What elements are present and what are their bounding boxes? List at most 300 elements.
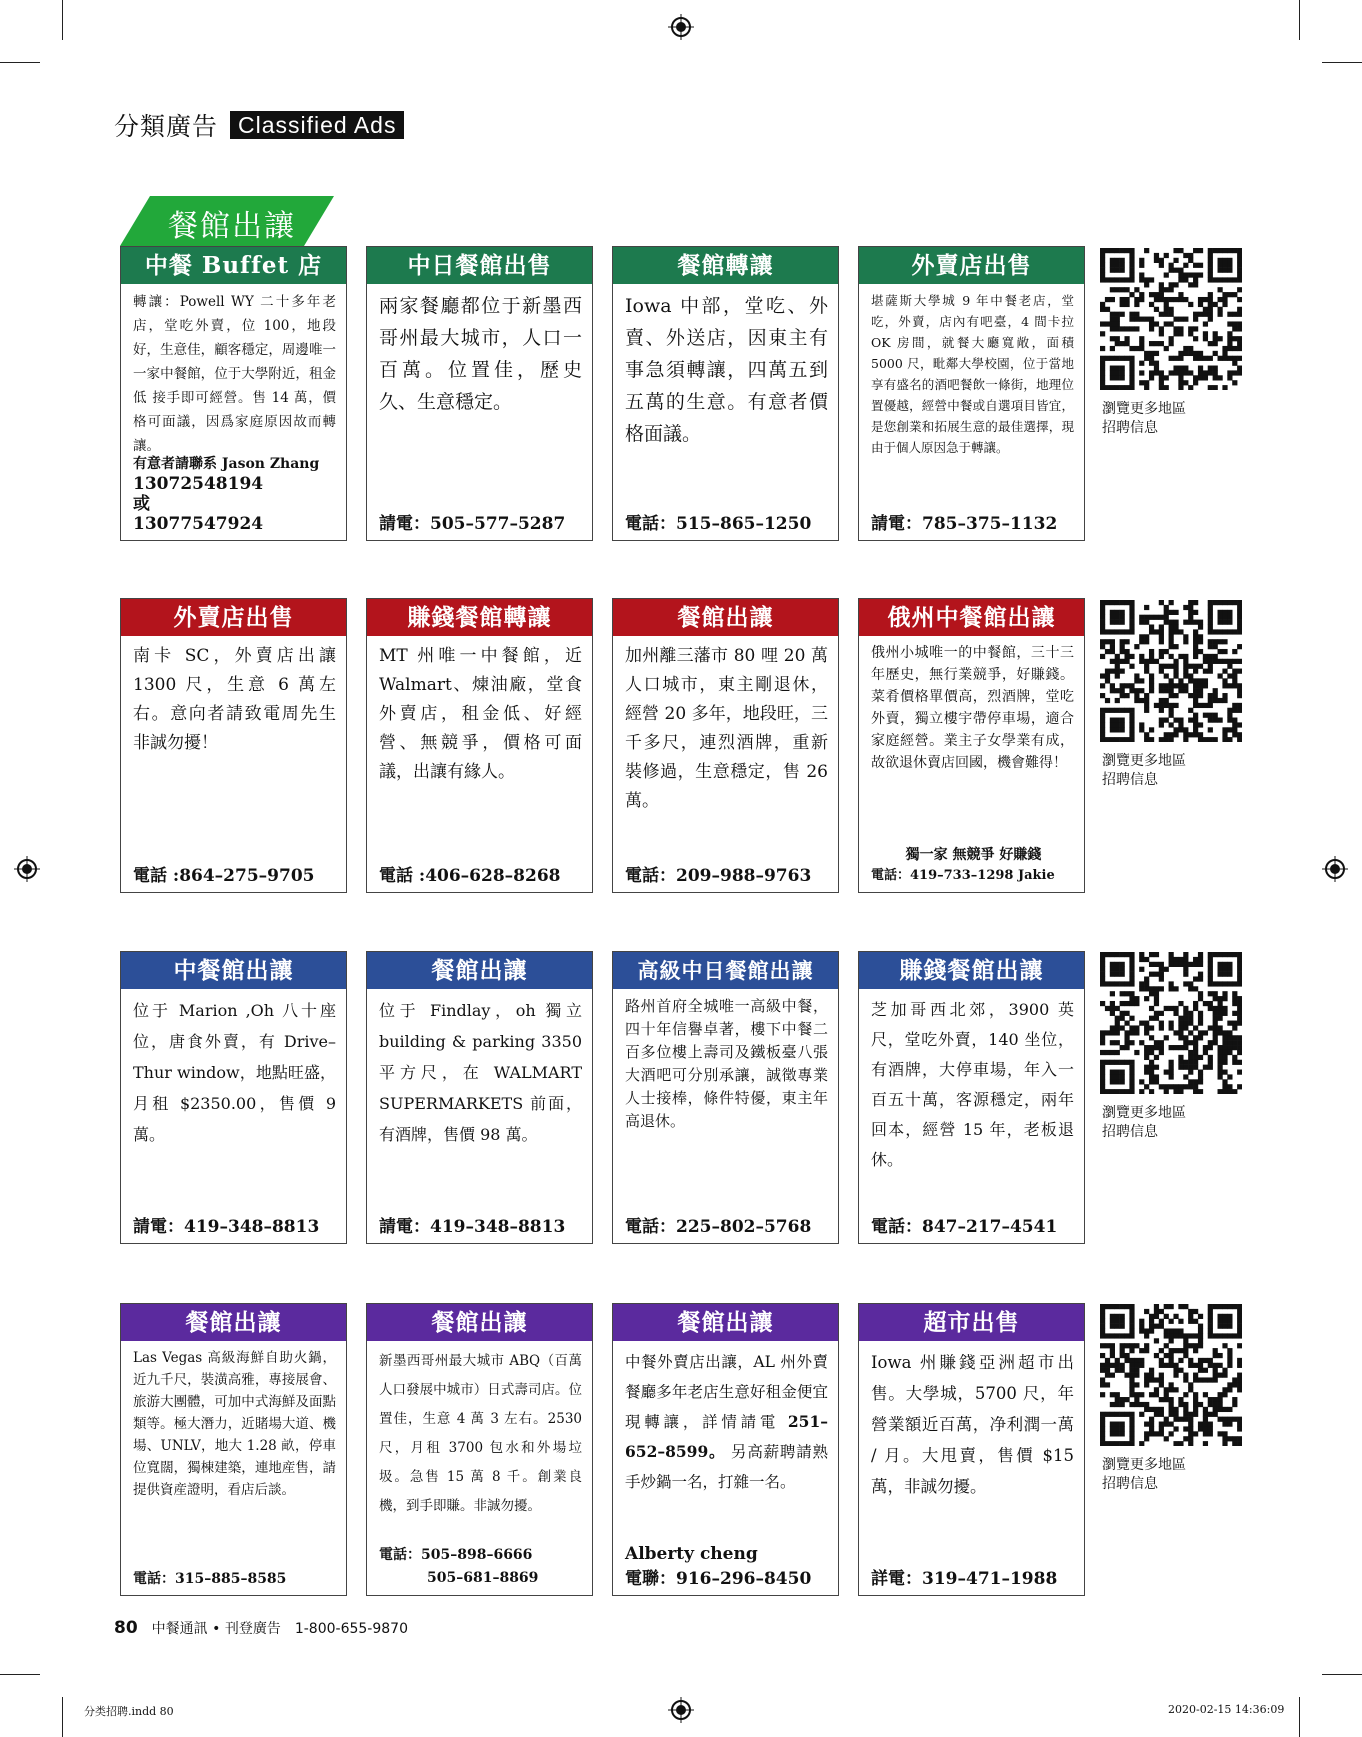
qr-module xyxy=(1208,615,1213,620)
qr-module xyxy=(1144,1055,1149,1060)
qr-module xyxy=(1164,287,1169,292)
qr-module xyxy=(1173,610,1178,615)
qr-module xyxy=(1169,629,1174,634)
qr-module xyxy=(1164,1089,1169,1094)
qr-module xyxy=(1100,957,1105,962)
qr-module xyxy=(1213,981,1218,986)
qr-module xyxy=(1144,1333,1149,1338)
qr-module xyxy=(1144,1422,1149,1427)
qr-module xyxy=(1110,952,1115,957)
qr-module xyxy=(1139,1363,1144,1368)
qr-block xyxy=(1100,248,1242,438)
qr-module xyxy=(1222,258,1227,263)
qr-module xyxy=(1188,1011,1193,1016)
ad-body: 俄州小城唯一的中餐館，三十三年歷史，無行業競爭，好賺錢。菜肴價格單價高，烈酒牌，堂吃外賣，獨立樓宇帶停車場，適合家庭經營。業主子女學業有成，故欲退休賣店回國，機會難得！ xyxy=(871,645,1074,771)
qr-module xyxy=(1159,263,1164,268)
qr-module xyxy=(1218,1089,1223,1094)
qr-module xyxy=(1232,361,1237,366)
qr-module xyxy=(1154,370,1159,375)
qr-module xyxy=(1124,1001,1129,1006)
qr-module xyxy=(1193,654,1198,659)
qr-module xyxy=(1129,326,1134,331)
qr-module xyxy=(1227,356,1232,361)
qr-module xyxy=(1232,336,1237,341)
qr-module xyxy=(1232,996,1237,1001)
qr-module xyxy=(1178,683,1183,688)
qr-module xyxy=(1222,693,1227,698)
qr-module xyxy=(1218,1431,1223,1436)
qr-module xyxy=(1129,1084,1134,1089)
ad-contact: 電話 :406–628–8268 xyxy=(379,866,561,886)
qr-module xyxy=(1227,610,1232,615)
qr-module xyxy=(1213,718,1218,723)
qr-module xyxy=(1198,1422,1203,1427)
qr-module xyxy=(1232,346,1237,351)
qr-module xyxy=(1100,375,1105,380)
qr-module xyxy=(1134,1363,1139,1368)
qr-module xyxy=(1213,654,1218,659)
qr-module xyxy=(1159,1358,1164,1363)
qr-module xyxy=(1213,351,1218,356)
qr-module xyxy=(1222,639,1227,644)
qr-module xyxy=(1164,737,1169,742)
ad-contact: 電話：225–802–5768 xyxy=(625,1217,812,1237)
qr-module xyxy=(1183,263,1188,268)
qr-module xyxy=(1193,1055,1198,1060)
qr-module xyxy=(1169,307,1174,312)
qr-module xyxy=(1159,600,1164,605)
qr-module xyxy=(1120,297,1125,302)
qr-module xyxy=(1193,248,1198,253)
qr-module xyxy=(1237,624,1242,629)
qr-module xyxy=(1115,673,1120,678)
qr-module xyxy=(1208,307,1213,312)
qr-module xyxy=(1129,366,1134,371)
qr-module xyxy=(1129,1314,1134,1319)
qr-module xyxy=(1120,639,1125,644)
qr-module xyxy=(1115,1368,1120,1373)
qr-module xyxy=(1222,1050,1227,1055)
qr-module xyxy=(1232,1397,1237,1402)
qr-module xyxy=(1129,1377,1134,1382)
qr-module xyxy=(1115,1074,1120,1079)
qr-module xyxy=(1110,1412,1115,1417)
qr-module xyxy=(1227,375,1232,380)
qr-module xyxy=(1110,718,1115,723)
qr-module xyxy=(1129,1426,1134,1431)
qr-module xyxy=(1227,1348,1232,1353)
qr-module xyxy=(1100,1436,1105,1441)
qr-module xyxy=(1139,1348,1144,1353)
qr-module xyxy=(1159,370,1164,375)
qr-module xyxy=(1110,317,1115,322)
qr-module xyxy=(1198,737,1203,742)
qr-module xyxy=(1173,693,1178,698)
qr-module xyxy=(1110,1074,1115,1079)
qr-module xyxy=(1144,277,1149,282)
qr-block xyxy=(1100,952,1242,1142)
qr-module xyxy=(1110,1402,1115,1407)
qr-module xyxy=(1222,669,1227,674)
qr-module xyxy=(1105,1343,1110,1348)
qr-module xyxy=(1218,718,1223,723)
qr-module xyxy=(1129,654,1134,659)
qr-module xyxy=(1232,722,1237,727)
qr-module xyxy=(1115,1016,1120,1021)
qr-module xyxy=(1213,600,1218,605)
qr-module xyxy=(1232,321,1237,326)
qr-module xyxy=(1159,718,1164,723)
qr-module xyxy=(1232,981,1237,986)
qr-module xyxy=(1178,1333,1183,1338)
qr-module xyxy=(1139,1089,1144,1094)
qr-module xyxy=(1100,366,1105,371)
qr-module xyxy=(1100,1040,1105,1045)
qr-module xyxy=(1203,1358,1208,1363)
qr-module xyxy=(1227,346,1232,351)
qr-module xyxy=(1120,1397,1125,1402)
qr-module xyxy=(1193,718,1198,723)
qr-module xyxy=(1159,1397,1164,1402)
qr-module xyxy=(1218,258,1223,263)
qr-module xyxy=(1159,615,1164,620)
qr-module xyxy=(1115,1025,1120,1030)
qr-module xyxy=(1115,1089,1120,1094)
qr-module xyxy=(1208,624,1213,629)
qr-module xyxy=(1237,268,1242,273)
qr-module xyxy=(1120,718,1125,723)
qr-module xyxy=(1129,361,1134,366)
qr-module xyxy=(1193,644,1198,649)
qr-module xyxy=(1208,976,1213,981)
qr-module xyxy=(1208,268,1213,273)
qr-module xyxy=(1110,1422,1115,1427)
qr-module xyxy=(1232,380,1237,385)
qr-module xyxy=(1193,282,1198,287)
qr-module xyxy=(1115,366,1120,371)
qr-module xyxy=(1208,1431,1213,1436)
qr-module xyxy=(1237,1050,1242,1055)
qr-module xyxy=(1115,722,1120,727)
qr-module xyxy=(1124,1412,1129,1417)
qr-module xyxy=(1232,1021,1237,1026)
qr-module xyxy=(1134,673,1139,678)
qr-module xyxy=(1115,620,1120,625)
qr-module xyxy=(1237,1422,1242,1427)
ad-title: 餐館轉讓 xyxy=(613,247,838,284)
qr-module xyxy=(1100,253,1105,258)
qr-module xyxy=(1124,737,1129,742)
ad-body: 位于 Marion ,Oh 八十座位，唐食外賣，有 Drive–Thur window，地點旺盛，月租 $2350.00，售價 9 萬。 xyxy=(133,1001,336,1144)
qr-module xyxy=(1213,277,1218,282)
qr-module xyxy=(1203,1377,1208,1382)
qr-module xyxy=(1149,678,1154,683)
qr-module xyxy=(1178,1055,1183,1060)
qr-module xyxy=(1232,1011,1237,1016)
qr-module xyxy=(1222,678,1227,683)
qr-code-icon xyxy=(1100,600,1242,742)
qr-module xyxy=(1100,644,1105,649)
qr-module xyxy=(1115,321,1120,326)
ad-extra: Alberty cheng xyxy=(625,1544,758,1564)
qr-module xyxy=(1183,277,1188,282)
qr-module xyxy=(1154,1001,1159,1006)
qr-module xyxy=(1134,1001,1139,1006)
qr-module xyxy=(1218,620,1223,625)
qr-module xyxy=(1173,1328,1178,1333)
qr-module xyxy=(1193,312,1198,317)
qr-module xyxy=(1100,624,1105,629)
qr-module xyxy=(1213,1373,1218,1378)
qr-module xyxy=(1169,1304,1174,1309)
qr-module xyxy=(1203,678,1208,683)
qr-module xyxy=(1169,1025,1174,1030)
qr-module xyxy=(1227,1035,1232,1040)
qr-module xyxy=(1110,1070,1115,1075)
qr-module xyxy=(1237,366,1242,371)
qr-module xyxy=(1232,292,1237,297)
qr-module xyxy=(1129,1328,1134,1333)
qr-module xyxy=(1227,1030,1232,1035)
qr-module xyxy=(1100,673,1105,678)
qr-module xyxy=(1154,366,1159,371)
qr-module xyxy=(1198,1377,1203,1382)
qr-module xyxy=(1110,688,1115,693)
qr-module xyxy=(1105,678,1110,683)
qr-module xyxy=(1208,1324,1213,1329)
qr-module xyxy=(1237,703,1242,708)
qr-module xyxy=(1164,1363,1169,1368)
qr-module xyxy=(1237,1373,1242,1378)
qr-module xyxy=(1227,312,1232,317)
qr-module xyxy=(1188,1021,1193,1026)
qr-module xyxy=(1188,1431,1193,1436)
qr-module xyxy=(1218,1407,1223,1412)
qr-module xyxy=(1169,600,1174,605)
qr-module xyxy=(1124,1373,1129,1378)
qr-module xyxy=(1120,649,1125,654)
qr-module xyxy=(1129,1436,1134,1441)
qr-module xyxy=(1218,1363,1223,1368)
qr-module xyxy=(1134,1358,1139,1363)
qr-module xyxy=(1129,356,1134,361)
qr-module xyxy=(1124,1011,1129,1016)
qr-module xyxy=(1124,341,1129,346)
qr-module xyxy=(1173,1426,1178,1431)
qr-module xyxy=(1183,1412,1188,1417)
qr-module xyxy=(1169,1387,1174,1392)
ad-contact: 請電：419–348–8813 xyxy=(133,1217,320,1237)
qr-module xyxy=(1208,1304,1213,1309)
qr-module xyxy=(1227,981,1232,986)
qr-module xyxy=(1100,708,1105,713)
qr-module xyxy=(1208,639,1213,644)
qr-module xyxy=(1203,1030,1208,1035)
qr-module xyxy=(1110,297,1115,302)
qr-module xyxy=(1222,1035,1227,1040)
qr-module xyxy=(1193,1001,1198,1006)
ad-body: MT 州唯一中餐館，近 Walmart、煉油廠，堂食外賣店，租金低、好經營、無競爭，價格可面議，出讓有緣人。 xyxy=(379,646,582,782)
qr-module xyxy=(1173,370,1178,375)
qr-module xyxy=(1129,1060,1134,1065)
qr-module xyxy=(1198,972,1203,977)
qr-module xyxy=(1218,1006,1223,1011)
qr-module xyxy=(1139,654,1144,659)
qr-module xyxy=(1173,326,1178,331)
qr-module xyxy=(1183,1392,1188,1397)
qr-module xyxy=(1129,727,1134,732)
qr-module xyxy=(1198,272,1203,277)
qr-module xyxy=(1115,737,1120,742)
qr-module xyxy=(1120,1348,1125,1353)
qr-module xyxy=(1149,1426,1154,1431)
qr-module xyxy=(1100,981,1105,986)
qr-module xyxy=(1237,1021,1242,1026)
qr-module xyxy=(1164,610,1169,615)
qr-module xyxy=(1232,277,1237,282)
qr-caption-line: 招聘信息 xyxy=(1102,772,1158,788)
qr-module xyxy=(1100,718,1105,723)
qr-module xyxy=(1164,1006,1169,1011)
qr-module xyxy=(1100,268,1105,273)
qr-module xyxy=(1222,1368,1227,1373)
qr-module xyxy=(1193,634,1198,639)
qr-module xyxy=(1129,263,1134,268)
qr-module xyxy=(1237,620,1242,625)
qr-module xyxy=(1183,1065,1188,1070)
qr-module xyxy=(1169,634,1174,639)
qr-module xyxy=(1232,1441,1237,1446)
qr-module xyxy=(1105,297,1110,302)
qr-module xyxy=(1203,1050,1208,1055)
qr-module xyxy=(1105,307,1110,312)
qr-module xyxy=(1222,629,1227,634)
qr-module xyxy=(1164,1333,1169,1338)
qr-module xyxy=(1110,1089,1115,1094)
qr-module xyxy=(1120,1431,1125,1436)
qr-module xyxy=(1164,1304,1169,1309)
qr-module xyxy=(1115,1050,1120,1055)
ad-title: 賺錢餐館出讓 xyxy=(859,952,1084,989)
qr-module xyxy=(1139,698,1144,703)
qr-module xyxy=(1144,1021,1149,1026)
qr-module xyxy=(1139,986,1144,991)
qr-module xyxy=(1222,1407,1227,1412)
qr-module xyxy=(1120,669,1125,674)
qr-module xyxy=(1203,1001,1208,1006)
qr-module xyxy=(1159,1084,1164,1089)
qr-module xyxy=(1154,1324,1159,1329)
qr-module xyxy=(1169,1363,1174,1368)
qr-module xyxy=(1198,356,1203,361)
qr-module xyxy=(1193,1412,1198,1417)
qr-module xyxy=(1139,317,1144,322)
qr-module xyxy=(1208,1333,1213,1338)
qr-module xyxy=(1178,718,1183,723)
qr-module xyxy=(1159,1382,1164,1387)
qr-module xyxy=(1227,683,1232,688)
qr-module xyxy=(1237,326,1242,331)
qr-module xyxy=(1154,297,1159,302)
qr-module xyxy=(1100,1382,1105,1387)
qr-module xyxy=(1227,737,1232,742)
qr-module xyxy=(1222,277,1227,282)
qr-module xyxy=(1213,996,1218,1001)
qr-module xyxy=(1120,1011,1125,1016)
qr-module xyxy=(1183,380,1188,385)
qr-module xyxy=(1105,1412,1110,1417)
qr-module xyxy=(1227,1050,1232,1055)
qr-module xyxy=(1222,1084,1227,1089)
qr-module xyxy=(1100,952,1105,957)
qr-module xyxy=(1178,1417,1183,1422)
qr-module xyxy=(1115,664,1120,669)
qr-caption-line: 瀏覽更多地區 xyxy=(1102,1105,1186,1121)
qr-module xyxy=(1105,277,1110,282)
qr-module xyxy=(1154,1353,1159,1358)
qr-module xyxy=(1193,1343,1198,1348)
qr-module xyxy=(1124,297,1129,302)
qr-module xyxy=(1110,1001,1115,1006)
qr-module xyxy=(1227,1407,1232,1412)
qr-module xyxy=(1222,698,1227,703)
qr-module xyxy=(1208,1006,1213,1011)
qr-module xyxy=(1134,678,1139,683)
qr-module xyxy=(1227,258,1232,263)
qr-module xyxy=(1222,248,1227,253)
qr-module xyxy=(1144,380,1149,385)
qr-module xyxy=(1173,669,1178,674)
qr-module xyxy=(1213,302,1218,307)
qr-module xyxy=(1188,1070,1193,1075)
qr-module xyxy=(1139,1358,1144,1363)
qr-module xyxy=(1183,732,1188,737)
qr-module xyxy=(1222,1089,1227,1094)
qr-module xyxy=(1164,688,1169,693)
qr-module xyxy=(1213,1397,1218,1402)
ad-contact: 請電：785–375–1132 xyxy=(871,514,1058,534)
qr-module xyxy=(1124,302,1129,307)
qr-module xyxy=(1115,1060,1120,1065)
qr-module xyxy=(1120,263,1125,268)
qr-module xyxy=(1110,727,1115,732)
qr-module xyxy=(1208,1328,1213,1333)
qr-module xyxy=(1129,976,1134,981)
qr-module xyxy=(1100,1368,1105,1373)
qr-module xyxy=(1154,1304,1159,1309)
ad-inline-phone: 251–652–8599。 xyxy=(625,1412,828,1461)
qr-module xyxy=(1129,1079,1134,1084)
qr-module xyxy=(1173,957,1178,962)
qr-module xyxy=(1120,1060,1125,1065)
qr-module xyxy=(1193,1050,1198,1055)
qr-module xyxy=(1208,317,1213,322)
qr-module xyxy=(1178,1304,1183,1309)
qr-module xyxy=(1183,620,1188,625)
qr-module xyxy=(1149,1431,1154,1436)
qr-module xyxy=(1232,1417,1237,1422)
qr-module xyxy=(1105,1358,1110,1363)
qr-module xyxy=(1110,1025,1115,1030)
qr-module xyxy=(1115,375,1120,380)
qr-module xyxy=(1193,277,1198,282)
ad-extra: 獨一家 無競爭 好賺錢 xyxy=(905,847,1042,863)
qr-module xyxy=(1213,248,1218,253)
qr-module xyxy=(1129,991,1134,996)
qr-module xyxy=(1222,962,1227,967)
qr-module xyxy=(1193,263,1198,268)
qr-module xyxy=(1193,1333,1198,1338)
